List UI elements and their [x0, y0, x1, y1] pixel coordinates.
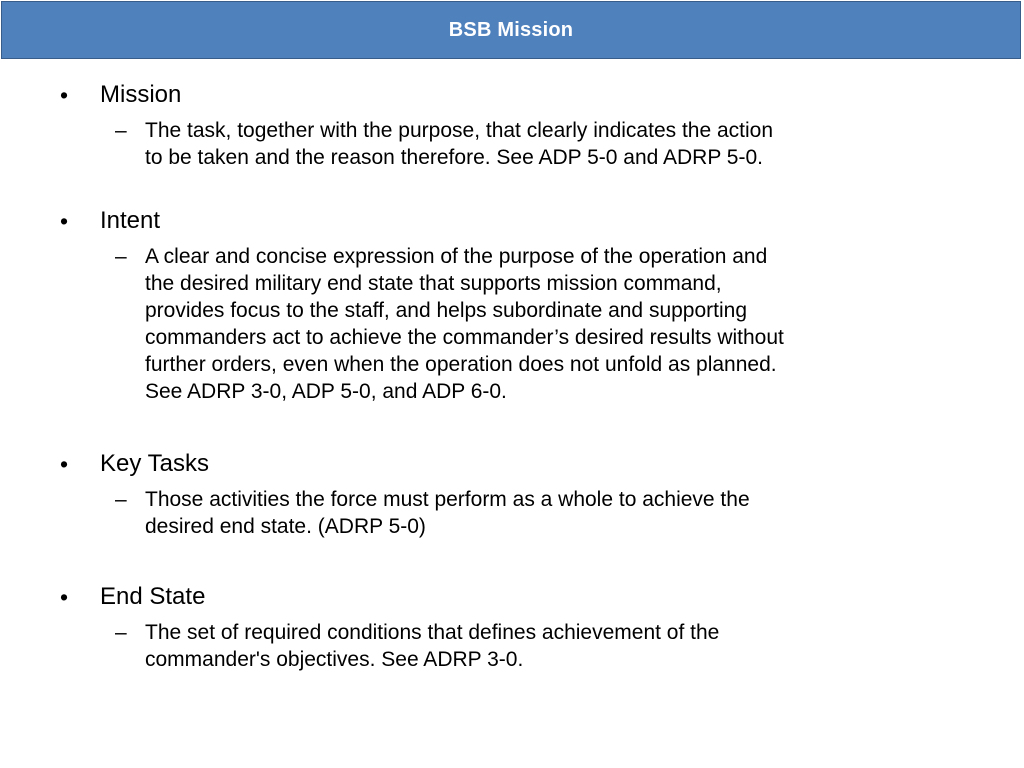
description-line: The task, together with the purpose, that clearly indicates the action — [145, 119, 774, 142]
level1-item — [0, 80, 1024, 110]
description-line: See ADRP 3-0, ADP 5-0, and ADP 6-0. — [145, 380, 507, 403]
level1-item — [0, 582, 1024, 612]
description-line: commander's objectives. See ADRP 3-0. — [145, 648, 524, 671]
dash-icon: – — [115, 119, 127, 142]
level1-item — [0, 206, 1024, 236]
section-description — [145, 486, 965, 540]
dash-icon: – — [115, 488, 127, 511]
description-line: the desired military end state that supports mission command, — [145, 272, 722, 295]
description-line: desired end state. (ADRP 5-0) — [145, 515, 426, 538]
bullet-icon: • — [60, 208, 69, 234]
description-line: Those activities the force must perform as a whole to achieve the — [145, 488, 750, 511]
slide-title: BSB Mission — [448, 18, 574, 41]
section-heading: Key Tasks — [100, 450, 209, 477]
description-line: A clear and concise expression of the purpose of the operation and — [145, 245, 768, 268]
description-line: The set of required conditions that defines achievement of the — [145, 621, 720, 644]
bullet-icon: • — [60, 82, 69, 108]
section-description — [145, 243, 965, 405]
section-heading: Mission — [100, 81, 182, 108]
bullet-icon: • — [60, 451, 69, 477]
section-description — [145, 619, 965, 673]
description-line: provides focus to the staff, and helps subordinate and supporting — [145, 299, 748, 322]
dash-icon: – — [115, 245, 127, 268]
description-line: commanders act to achieve the commander’s desired results without — [145, 326, 784, 349]
section-heading: Intent — [100, 207, 161, 234]
level1-item — [0, 449, 1024, 479]
description-line: further orders, even when the operation does not unfold as planned. — [145, 353, 777, 376]
description-line: to be taken and the reason therefore. See ADP 5-0 and ADRP 5-0. — [145, 146, 763, 169]
section-heading: End State — [100, 583, 206, 610]
section-description — [145, 117, 965, 171]
bullet-icon: • — [60, 584, 69, 610]
dash-icon: – — [115, 621, 127, 644]
